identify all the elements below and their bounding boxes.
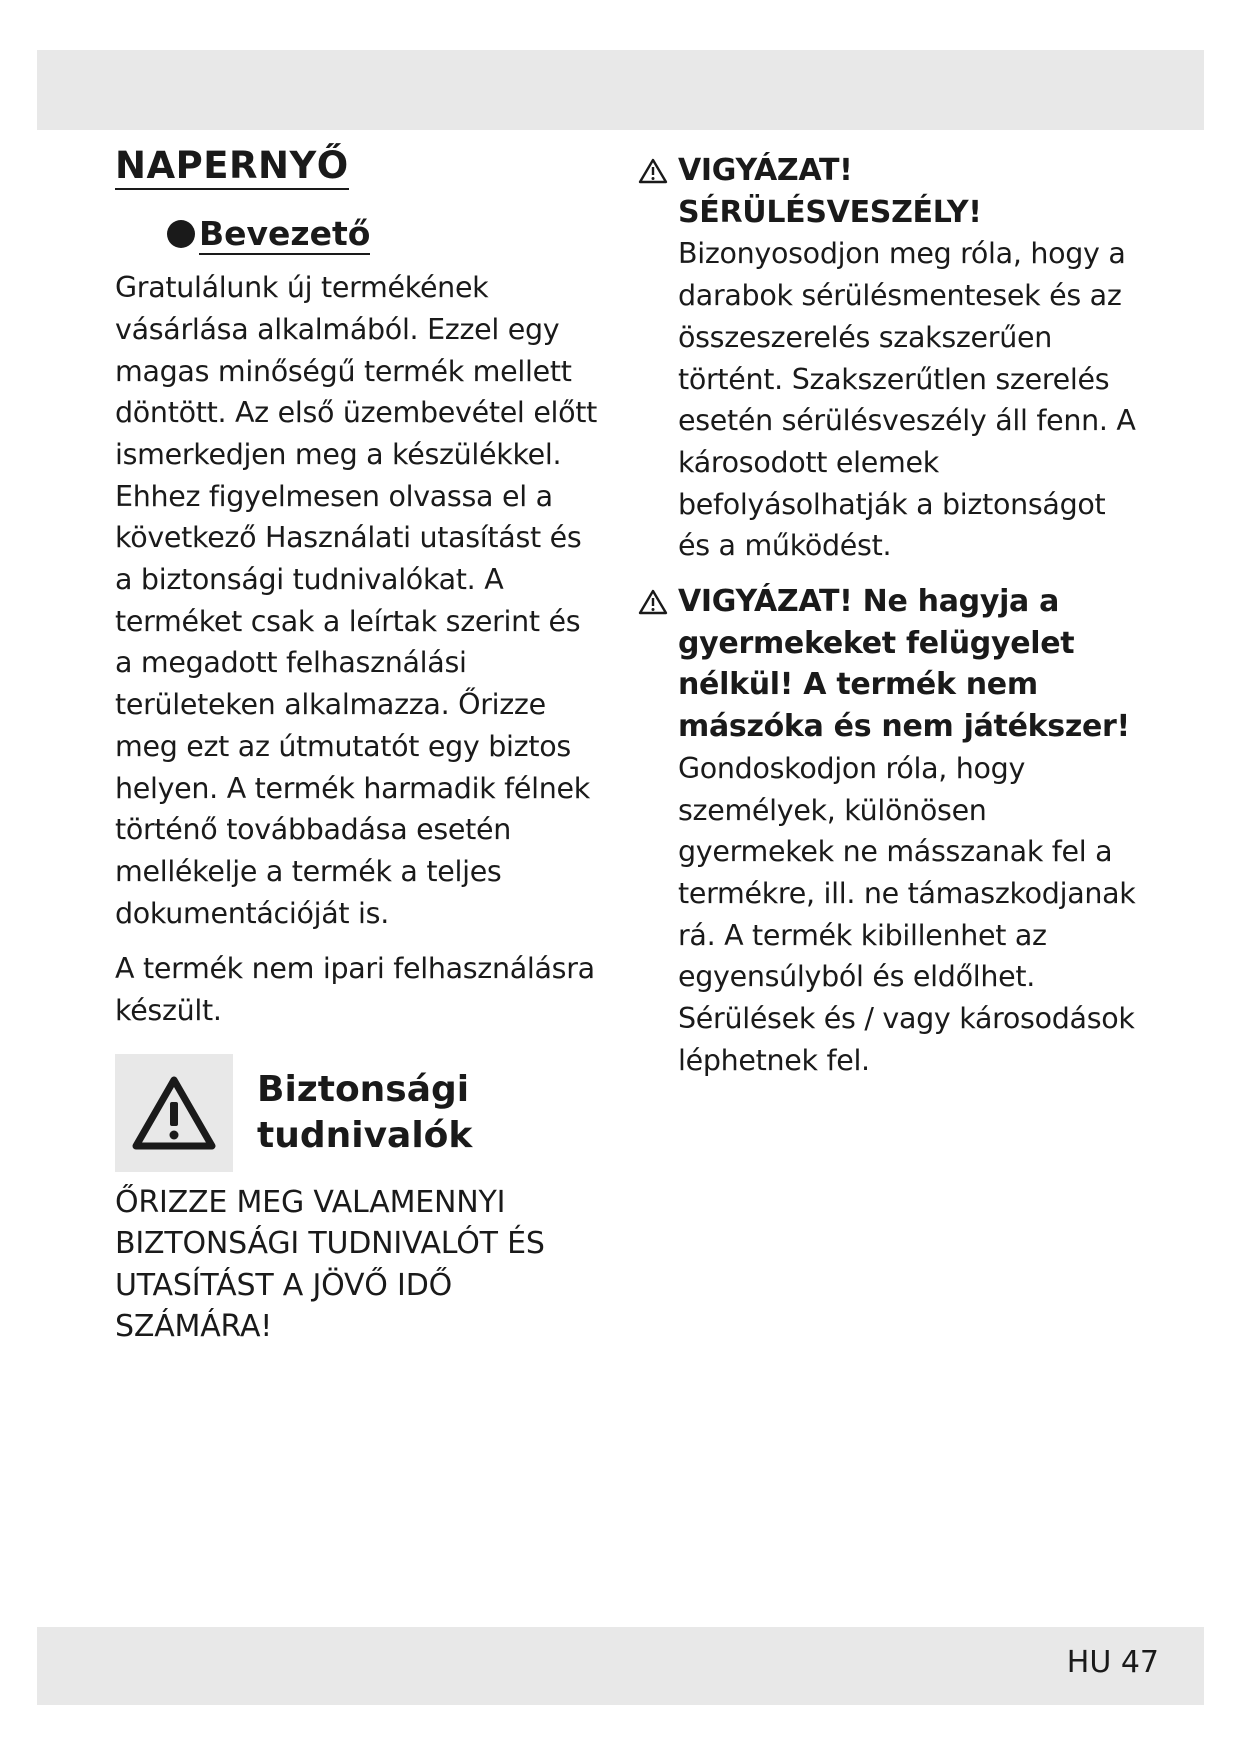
header-band — [37, 50, 1204, 130]
warning-title: VIGYÁZAT! SÉRÜLÉSVESZÉLY! — [678, 153, 982, 230]
safety-heading: Biztonsági tudnivalók — [257, 1068, 473, 1156]
footer-band — [37, 1627, 1204, 1705]
safety-heading-block — [115, 1054, 605, 1172]
safety-notice: ŐRIZZE MEG VALAMENNYI BIZTONSÁGI TUDNIVALÓT ÉS UTASÍTÁST A JÖVŐ IDŐ SZÁMÁRA! — [115, 1184, 545, 1345]
intro-heading — [167, 214, 605, 256]
intro-heading-label: Bevezető — [199, 214, 370, 256]
small-warning-icon — [636, 158, 670, 184]
small-warning-icon — [636, 589, 670, 615]
page-number: HU 47 — [1066, 1645, 1159, 1680]
right-column — [636, 150, 1136, 1095]
bullet-icon — [167, 220, 195, 248]
intro-paragraph: Gratulálunk új termékének vásárlása alkalmából. Ezzel egy magas minőségű termék mellett döntött. Az első üzembevétel előtt ismerkedjen meg a készülékkel. Ehhez figyelmesen olvassa el a következő Használati utasítást és a biztonsági tudnivalókat. A terméket csak a leírtak szerint és a megadott felhasználási területeken alkalmazza. Őrizze meg ezt az útmutatót egy biztos helyen. A termék harmadik félnek történő továbbadása esetén mellékelje a termék a teljes dokumentációját is. — [115, 271, 598, 930]
warning-title: VIGYÁZAT! Ne hagyja a gyermekeket felügyelet nélkül! A termék nem mászóka és nem játékszer! — [678, 584, 1130, 745]
left-column — [115, 145, 605, 1348]
warning-triangle-icon — [115, 1054, 233, 1172]
warning-item — [636, 150, 1136, 567]
warning-item — [636, 581, 1136, 1081]
warning-text: Bizonyosodjon meg róla, hogy a darabok sérülésmentesek és az összeszerelés szakszerűen történt. Szakszerűtlen szerelés esetén sérülésveszély áll fenn. A károsodott elemek befolyásolhatják a biztonságot és a működést. — [678, 237, 1136, 563]
intro-paragraph-2: A termék nem ipari felhasználásra készült. — [115, 952, 595, 1028]
page-title: NAPERNYŐ — [115, 145, 349, 190]
warning-text: Gondoskodjon róla, hogy személyek, különösen gyermekek ne másszanak fel a termékre, ill. ne támaszkodjanak rá. A termék kibillenhet az egyensúlyból és eldőlhet. Sérülések és / vagy károsodások léphetnek fel. — [678, 751, 1136, 1077]
